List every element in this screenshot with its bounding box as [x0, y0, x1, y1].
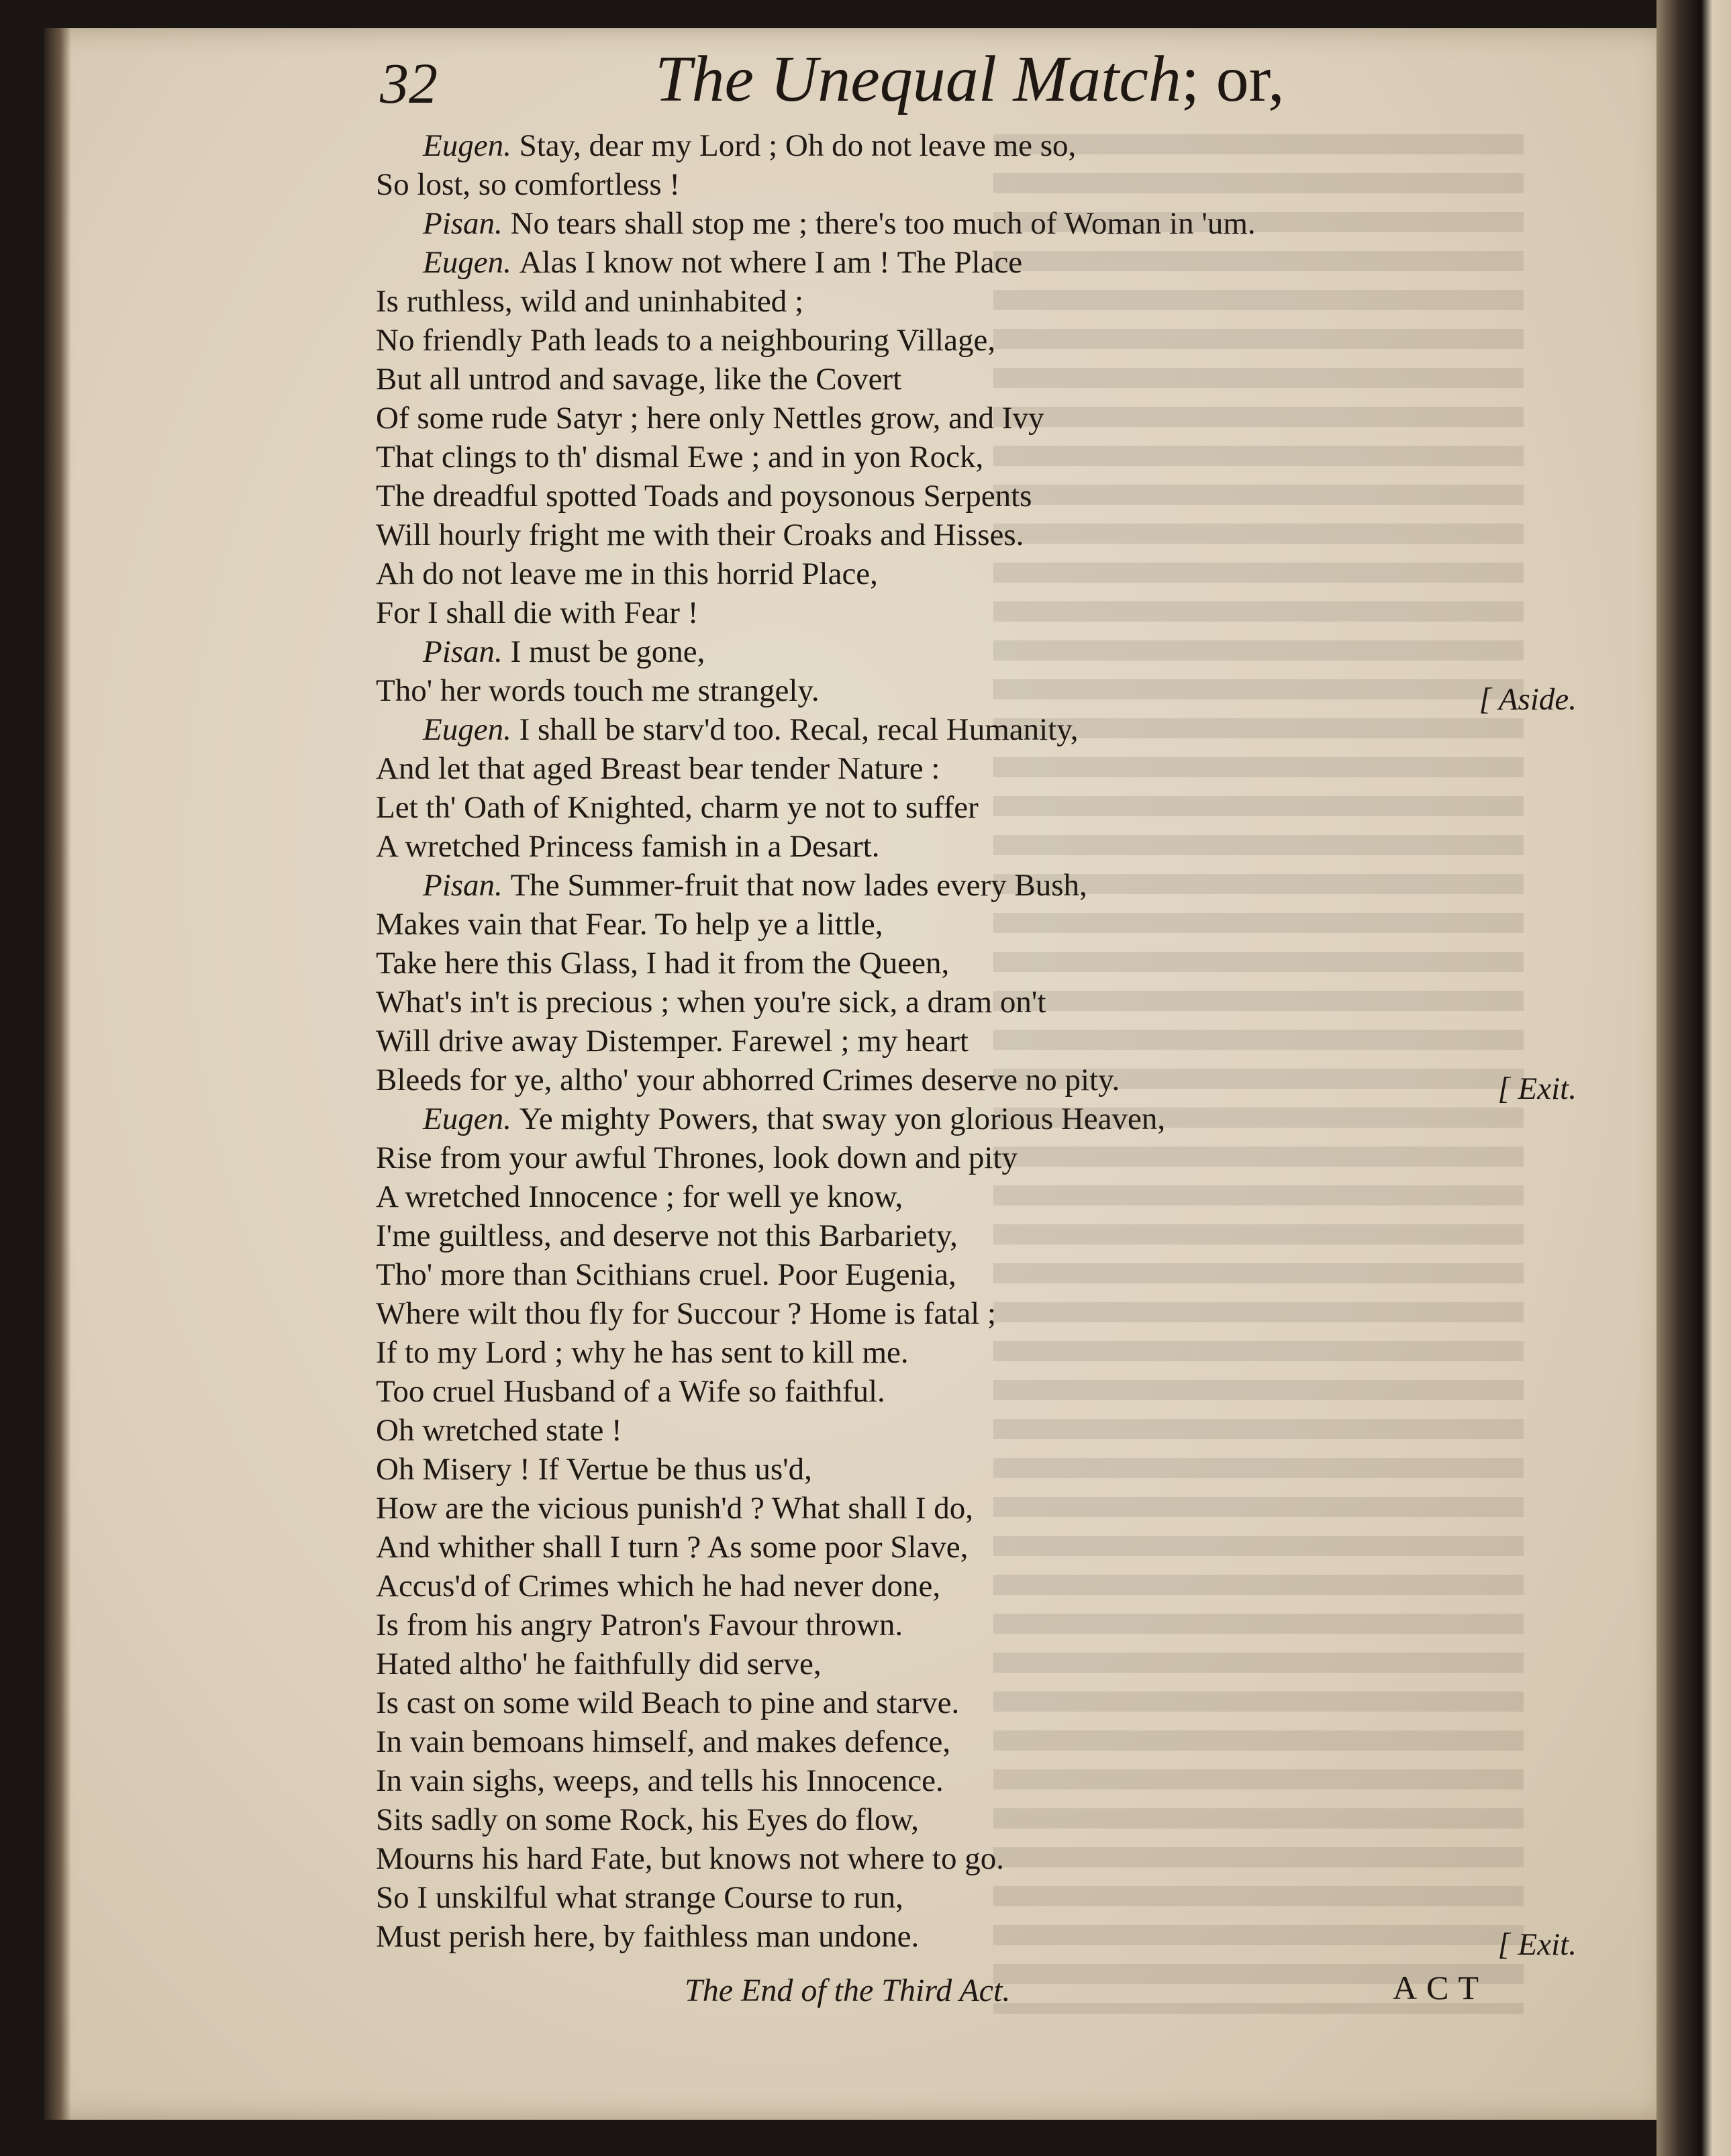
line-text: But all untrod and savage, like the Covert — [376, 362, 902, 397]
verse-line — [376, 788, 1530, 827]
line-text: I'me guiltless, and deserve not this Barbariety, — [376, 1218, 958, 1253]
line-text: Alas I know not where I am ! The Place — [519, 245, 1023, 280]
verse-line — [376, 1645, 1530, 1683]
verse-line — [376, 1255, 1530, 1294]
verse-line — [376, 1177, 1530, 1216]
speaker-name: Eugen. — [423, 245, 511, 280]
line-text: Will hourly fright me with their Croaks and Hisses. — [376, 518, 1024, 552]
line-text: Will drive away Distemper. Farewel ; my heart — [376, 1024, 969, 1059]
line-text: Oh Misery ! If Vertue be thus us'd, — [376, 1452, 812, 1487]
speech-line — [376, 710, 1530, 749]
speaker-name: Pisan. — [423, 868, 503, 903]
verse-line — [376, 399, 1530, 438]
line-text: Hated altho' he faithfully did serve, — [376, 1647, 822, 1681]
facing-page-edge — [1656, 0, 1731, 2156]
verse-line — [376, 516, 1530, 554]
binding-shadow — [44, 28, 71, 2120]
line-text: Sits sadly on some Rock, his Eyes do flow, — [376, 1802, 919, 1837]
verse-line — [376, 593, 1530, 632]
verse-line — [376, 1878, 1530, 1917]
verse-line — [376, 1489, 1530, 1528]
line-text: I must be gone, — [510, 634, 705, 669]
line-text: The Summer-fruit that now lades every Bush, — [510, 868, 1087, 903]
verse-line — [376, 749, 1530, 788]
line-text: What's in't is precious ; when you're sick, a dram on't — [376, 985, 1046, 1020]
line-text: Rise from your awful Thrones, look down and pity — [376, 1140, 1018, 1175]
line-text: I shall be starv'd too. Recal, recal Humanity, — [519, 712, 1079, 747]
line-text: Is cast on some wild Beach to pine and starve. — [376, 1685, 960, 1720]
line-text: Ye mighty Powers, that sway yon glorious Heaven, — [519, 1101, 1166, 1136]
page-header — [380, 42, 1360, 122]
line-text: No friendly Path leads to a neighbouring Village, — [376, 323, 996, 358]
line-text: No tears shall stop me ; there's too much of Woman in 'um. — [510, 206, 1256, 241]
stage-direction-exit-final: [ Exit. — [1497, 1927, 1577, 1962]
line-text: And let that aged Breast bear tender Nature : — [376, 751, 940, 786]
stage-direction-aside: [ Aside. — [1479, 682, 1577, 717]
speaker-name: Eugen. — [423, 712, 511, 747]
line-text: Let th' Oath of Knighted, charm ye not to suffer — [376, 790, 979, 825]
line-text: Too cruel Husband of a Wife so faithful. — [376, 1374, 885, 1409]
verse-line — [376, 1333, 1530, 1372]
speaker-name: Eugen. — [423, 128, 511, 163]
verse-line — [376, 165, 1530, 204]
line-text: In vain sighs, weeps, and tells his Innocence. — [376, 1763, 944, 1798]
stage-direction-exit: [ Exit. — [1497, 1071, 1577, 1106]
verse-line — [376, 554, 1530, 593]
line-text: Where wilt thou fly for Succour ? Home is fatal ; — [376, 1296, 997, 1331]
verse-line — [376, 944, 1530, 983]
verse-line — [376, 282, 1530, 321]
verse-line — [376, 1138, 1530, 1177]
verse-line — [376, 1294, 1530, 1333]
verse-line — [376, 1917, 1530, 1956]
verse-line — [376, 477, 1530, 516]
verse-line — [376, 438, 1530, 477]
running-title-main: The Unequal Match — [655, 43, 1181, 115]
verse-line — [376, 1372, 1530, 1411]
line-text: Accus'd of Crimes which he had never done, — [376, 1569, 941, 1604]
verse-line — [376, 321, 1530, 360]
verse-line — [376, 1216, 1530, 1255]
verse-line — [376, 905, 1530, 944]
speech-line — [376, 204, 1530, 243]
speech-line — [376, 1099, 1530, 1138]
verse-line — [376, 360, 1530, 399]
line-text: Mourns his hard Fate, but knows not where to go. — [376, 1841, 1004, 1876]
verse-line — [376, 1450, 1530, 1489]
line-text: Of some rude Satyr ; here only Nettles grow, and Ivy — [376, 401, 1044, 436]
verse-line — [376, 1722, 1530, 1761]
speech-line — [376, 866, 1530, 905]
line-text: Makes vain that Fear. To help ye a little, — [376, 907, 883, 942]
verse-line — [376, 1761, 1530, 1800]
speaker-name: Eugen. — [423, 1101, 511, 1136]
verse-line — [376, 1022, 1530, 1061]
line-text: Must perish here, by faithless man undone. — [376, 1919, 920, 1954]
line-text: In vain bemoans himself, and makes defence, — [376, 1724, 951, 1759]
speech-line — [376, 243, 1530, 282]
line-text: A wretched Innocence ; for well ye know, — [376, 1179, 903, 1214]
line-text: The dreadful spotted Toads and poysonous Serpents — [376, 479, 1032, 513]
speech-line — [376, 126, 1530, 165]
line-text: So I unskilful what strange Course to run, — [376, 1880, 903, 1915]
line-text: Is from his angry Patron's Favour thrown. — [376, 1608, 903, 1643]
line-text: If to my Lord ; why he has sent to kill me. — [376, 1335, 909, 1370]
line-text: How are the vicious punish'd ? What shall I do, — [376, 1491, 973, 1526]
running-title-suffix: ; or, — [1181, 43, 1285, 115]
line-text: Is ruthless, wild and uninhabited ; — [376, 284, 804, 319]
line-text: Bleeds for ye, altho' your abhorred Crimes deserve no pity. — [376, 1063, 1120, 1097]
line-text: That clings to th' dismal Ewe ; and in yon Rock, — [376, 440, 984, 475]
catchword: ACT — [1393, 1969, 1488, 2006]
verse-line — [376, 1528, 1530, 1567]
verse-line — [376, 827, 1530, 866]
line-text: A wretched Princess famish in a Desart. — [376, 829, 880, 864]
running-title — [655, 42, 1285, 117]
line-text: Ah do not leave me in this horrid Place, — [376, 556, 878, 591]
line-text: Tho' more than Scithians cruel. Poor Eugenia, — [376, 1257, 956, 1292]
verse-line — [376, 1411, 1530, 1450]
speaker-name: Pisan. — [423, 206, 503, 241]
end-of-act-line: The End of the Third Act. — [685, 1973, 1011, 2008]
line-text: Take here this Glass, I had it from the Queen, — [376, 946, 950, 981]
line-text: Tho' her words touch me strangely. — [376, 673, 820, 708]
verse-line — [376, 1606, 1530, 1645]
verse-line — [376, 1061, 1530, 1099]
speaker-name: Pisan. — [423, 634, 503, 669]
speech-line — [376, 632, 1530, 671]
page-number: 32 — [380, 51, 438, 115]
line-text: For I shall die with Fear ! — [376, 595, 699, 630]
verse-line — [376, 671, 1530, 710]
line-text: So lost, so comfortless ! — [376, 167, 681, 202]
line-text: Oh wretched state ! — [376, 1413, 622, 1448]
play-text — [376, 126, 1530, 1956]
verse-line — [376, 1839, 1530, 1878]
line-text: Stay, dear my Lord ; Oh do not leave me so, — [519, 128, 1077, 163]
verse-line — [376, 1800, 1530, 1839]
verse-line — [376, 1567, 1530, 1606]
verse-line — [376, 1683, 1530, 1722]
line-text: And whither shall I turn ? As some poor Slave, — [376, 1530, 969, 1565]
verse-line — [376, 983, 1530, 1022]
